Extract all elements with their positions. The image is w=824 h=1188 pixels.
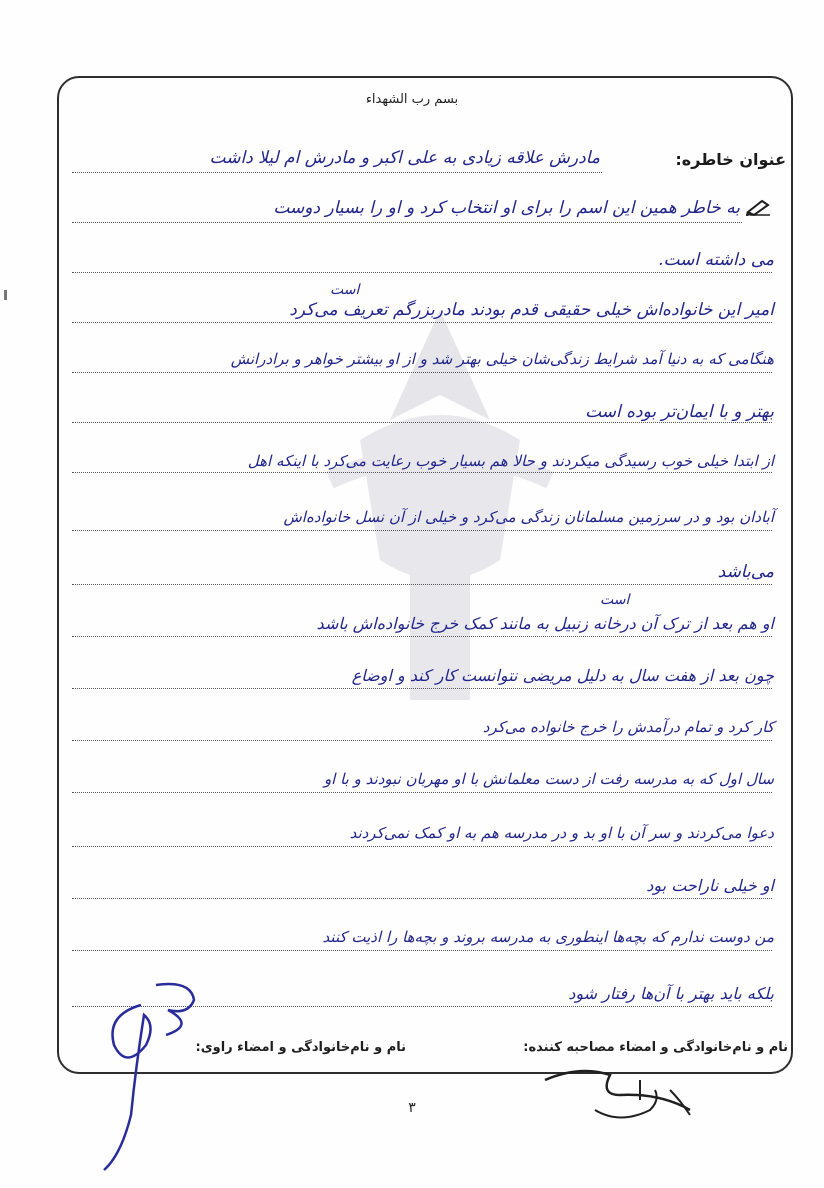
handwritten-line: من دوست ندارم که بچه‌ها اینطوری به مدرسه بروند و بچه‌ها را اذیت کنند <box>322 928 774 946</box>
handwritten-line: سال اول که به مدرسه رفت از دست معلمانش با او مهربان نبودند و با او <box>323 770 774 788</box>
handwritten-line: بلکه باید بهتر با آن‌ها رفتار شود <box>568 984 774 1003</box>
rule-line <box>72 584 772 585</box>
rule-line <box>72 792 772 793</box>
rule-line <box>72 846 772 847</box>
handwritten-line: بهتر و با ایمان‌تر بوده است <box>585 402 774 422</box>
handwritten-line: به خاطر همین این اسم را برای او انتخاب کرد و او را بسیار دوست <box>273 198 740 218</box>
rule-line <box>72 950 772 951</box>
rule-line <box>72 740 772 741</box>
rule-line <box>72 222 742 223</box>
handwritten-line: آبادان بود و در سرزمین مسلمانان زندگی می‌کرد و خیلی از آن نسل خانواده‌اش <box>283 508 774 526</box>
handwritten-line: از ابتدا خیلی خوب رسیدگی میکردند و حالا هم بسیار خوب رعایت می‌کرد با اینکه اهل <box>247 452 774 470</box>
rule-line <box>72 530 772 531</box>
page-heading: بسم رب الشهداء <box>365 92 459 107</box>
rule-line <box>72 422 772 423</box>
narrator-signature <box>96 975 216 1175</box>
handwritten-line: امیر این خانواده‌اش خیلی حقیقی قدم بودند مادربزرگم تعریف می‌کرد <box>289 300 774 320</box>
rule-line <box>72 472 772 473</box>
insert-note: است <box>330 282 360 298</box>
handwritten-line: چون بعد از هفت سال به دلیل مریضی نتوانست کار کند و اوضاع <box>351 666 774 685</box>
rule-line <box>72 688 772 689</box>
rule-line <box>72 272 772 273</box>
interviewer-signature <box>540 1055 700 1130</box>
rule-line <box>72 172 602 173</box>
handwritten-line: هنگامی که به دنیا آمد شرایط زندگی‌شان خیلی بهتر شد و از او بیشتر خواهر و برادرانش <box>230 350 774 368</box>
handwritten-line: او خیلی ناراحت بود <box>646 876 774 895</box>
insert-note: است <box>600 592 630 608</box>
pen-icon <box>746 198 772 216</box>
narrator-signature-label: نام و نام‌خانوادگی و امضاء راوی: <box>195 1040 406 1055</box>
handwritten-line: کار کرد و تمام درآمدش را خرج خانواده می‌کرد <box>482 718 774 736</box>
rule-line <box>72 636 772 637</box>
handwritten-line: مادرش علاقه زیادی به علی اکبر و مادرش ام لیلا داشت <box>209 148 600 168</box>
rule-line <box>72 898 772 899</box>
handwritten-line: او هم بعد از ترک آن درخانه زنبیل به مانند کمک خرج خانواده‌اش باشد <box>316 614 774 633</box>
handwritten-line: می داشته است. <box>658 250 774 270</box>
rule-line <box>72 322 772 323</box>
handwritten-line: می‌باشد <box>717 562 774 582</box>
handwritten-line: دعوا می‌کردند و سر آن با او بد و در مدرسه هم به او کمک نمی‌کردند <box>349 824 774 842</box>
rule-line <box>72 372 772 373</box>
page-number: ۳ <box>408 1100 416 1116</box>
memory-title-label: عنوان خاطره: <box>675 150 786 169</box>
interviewer-signature-label: نام و نام‌خانوادگی و امضاء مصاحبه کننده: <box>523 1040 788 1055</box>
margin-mark <box>4 290 7 300</box>
